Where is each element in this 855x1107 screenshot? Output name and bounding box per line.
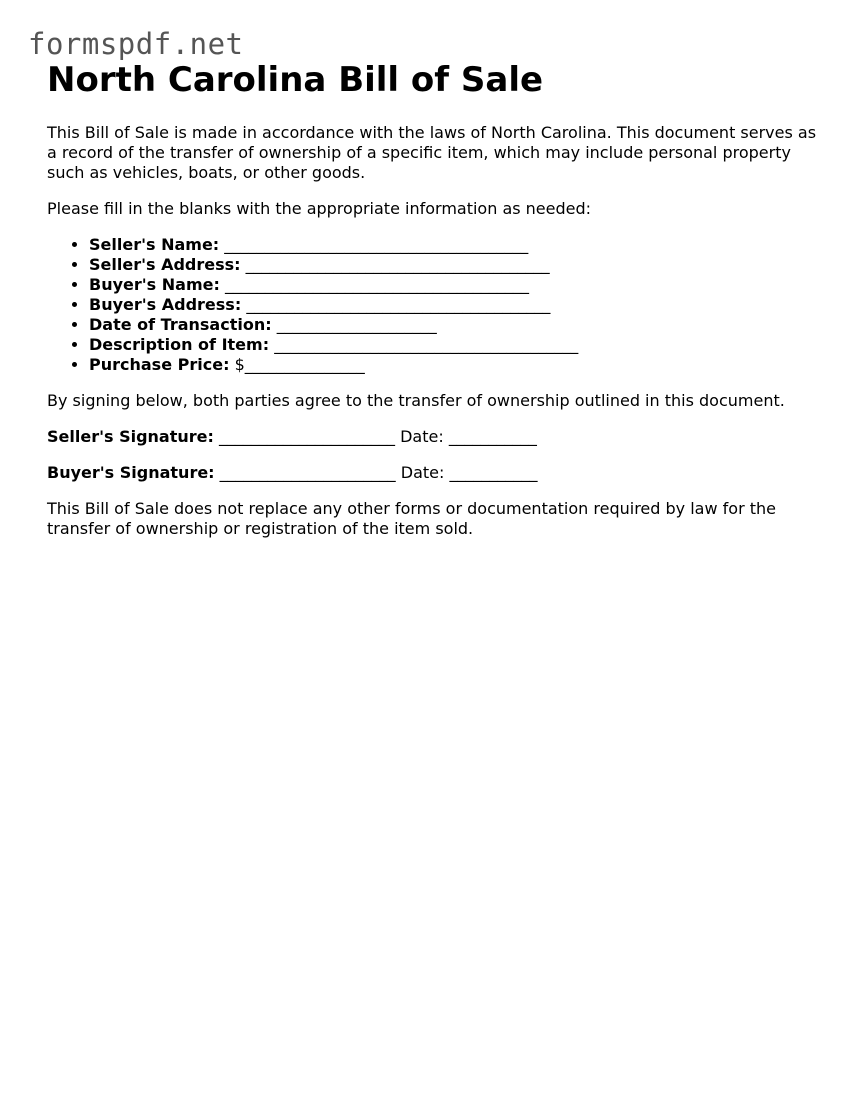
- intro-paragraph: This Bill of Sale is made in accordance with the laws of North Carolina. This document serves as a record of the transfer of ownership of a specific item, which may include personal property such as vehicles, boats, or other goods.: [47, 123, 817, 182]
- watermark: formspdf.net: [28, 27, 244, 61]
- field-blank[interactable]: $_______________: [234, 355, 365, 374]
- field-blank[interactable]: ______________________________________: [245, 255, 550, 274]
- seller-signature-label: Seller's Signature:: [47, 427, 214, 446]
- field-buyer-address: [89, 295, 817, 315]
- disclaimer-paragraph: This Bill of Sale does not replace any other forms or documentation required by law for the transfer of ownership or registration of the item sold.: [47, 499, 776, 538]
- seller-date-blank[interactable]: ___________: [448, 427, 537, 446]
- field-blank[interactable]: ______________________________________: [224, 275, 529, 294]
- buyer-date-label: Date:: [400, 463, 445, 482]
- buyer-signature-line: [47, 463, 817, 483]
- field-label: Seller's Address:: [89, 255, 241, 274]
- field-seller-address: [89, 255, 817, 275]
- field-date-of-transaction: [89, 315, 817, 335]
- field-buyer-name: [89, 275, 817, 295]
- field-label: Description of Item:: [89, 335, 270, 354]
- field-blank[interactable]: ______________________________________: [274, 335, 579, 354]
- field-blank[interactable]: ______________________________________: [224, 235, 529, 254]
- seller-signature-blank[interactable]: ______________________: [219, 427, 395, 446]
- seller-signature-line: [47, 427, 817, 447]
- instructions-paragraph: Please fill in the blanks with the appropriate information as needed:: [47, 199, 592, 218]
- seller-date-label: Date:: [400, 427, 444, 446]
- page-title: North Carolina Bill of Sale: [47, 60, 544, 100]
- field-label: Seller's Name:: [89, 235, 220, 254]
- agreement-paragraph: By signing below, both parties agree to the transfer of ownership outlined in this document.: [47, 391, 785, 410]
- buyer-signature-label: Buyer's Signature:: [47, 463, 215, 482]
- field-blank[interactable]: ____________________: [276, 315, 437, 334]
- document-page: [47, 60, 817, 539]
- field-seller-name: [89, 235, 817, 255]
- field-label: Purchase Price:: [89, 355, 230, 374]
- field-description-of-item: [89, 335, 817, 355]
- field-label: Date of Transaction:: [89, 315, 272, 334]
- buyer-date-blank[interactable]: ___________: [449, 463, 538, 482]
- field-label: Buyer's Name:: [89, 275, 220, 294]
- field-label: Buyer's Address:: [89, 295, 242, 314]
- field-blank[interactable]: ______________________________________: [246, 295, 551, 314]
- field-list: [47, 235, 817, 375]
- field-purchase-price: [89, 355, 817, 375]
- buyer-signature-blank[interactable]: ______________________: [219, 463, 396, 482]
